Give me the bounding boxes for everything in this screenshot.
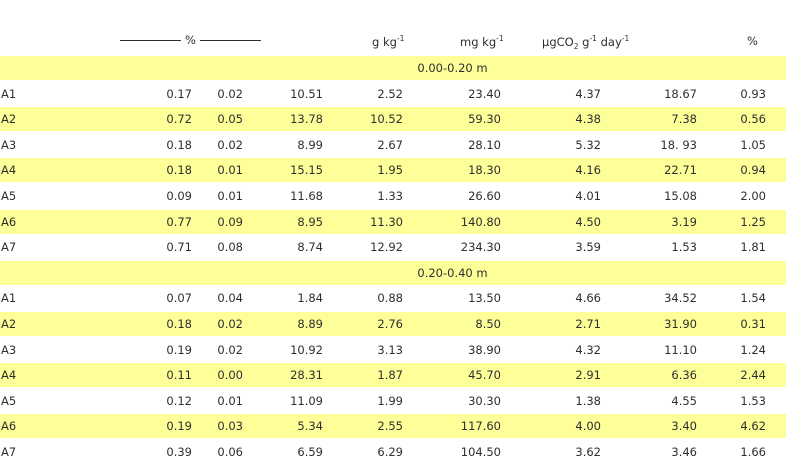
sample-id-cell: A5 <box>1 393 17 408</box>
value-cell: 4.50 <box>575 214 601 229</box>
units-header-row <box>0 30 786 52</box>
value-cell: 1.87 <box>377 368 403 383</box>
value-cell: 1.81 <box>740 240 766 255</box>
value-cell: 140.80 <box>460 214 501 229</box>
value-cell: 0.07 <box>166 291 192 306</box>
table-row <box>0 82 786 106</box>
value-cell: 15.08 <box>664 189 697 203</box>
table-row <box>0 210 786 234</box>
value-cell: 4.00 <box>575 419 601 434</box>
value-cell: 0.31 <box>740 317 766 331</box>
value-cell: 0.39 <box>166 445 192 459</box>
value-cell: 234.30 <box>460 240 501 255</box>
value-cell: 0.02 <box>217 86 243 101</box>
table-row <box>0 389 786 413</box>
value-cell: 4.32 <box>575 342 601 357</box>
value-cell: 2.91 <box>575 368 601 383</box>
percent-group-line-right <box>200 40 261 41</box>
table-row <box>0 363 786 387</box>
table-row <box>0 235 786 259</box>
value-cell: 6.36 <box>671 368 697 383</box>
value-cell: 1.25 <box>740 214 766 229</box>
value-cell: 13.78 <box>290 112 323 127</box>
value-cell: 8.74 <box>297 240 323 255</box>
value-cell: 0.00 <box>217 368 243 383</box>
unit-resp-exp2: -1 <box>621 34 630 43</box>
value-cell: 3.59 <box>575 240 601 255</box>
value-cell: 0.56 <box>740 112 766 127</box>
value-cell: 0.09 <box>217 214 243 229</box>
value-cell: 2.44 <box>740 368 766 383</box>
percent-group-header <box>120 33 261 47</box>
value-cell: 0.08 <box>217 240 243 255</box>
unit-g-per-kg <box>372 34 404 49</box>
value-cell: 0.02 <box>217 137 243 152</box>
value-cell: 0.01 <box>217 393 243 408</box>
value-cell: 0.04 <box>217 291 243 306</box>
value-cell: 2.76 <box>377 317 403 331</box>
sample-id-cell: A2 <box>1 112 17 127</box>
value-cell: 0.11 <box>166 368 192 383</box>
value-cell: 2.55 <box>377 419 403 434</box>
value-cell: 4.62 <box>740 419 766 434</box>
value-cell: 6.59 <box>297 445 323 459</box>
value-cell: 3.46 <box>671 445 697 459</box>
value-cell: 11.68 <box>290 189 323 203</box>
sample-id-cell: A3 <box>1 137 17 152</box>
value-cell: 2.71 <box>575 317 601 331</box>
value-cell: 28.31 <box>290 368 323 383</box>
value-cell: 0.88 <box>377 291 403 306</box>
value-cell: 1.95 <box>377 163 403 178</box>
sample-id-cell: A4 <box>1 163 17 178</box>
value-cell: 1.99 <box>377 393 403 408</box>
value-cell: 3.62 <box>575 445 601 459</box>
value-cell: 26.60 <box>468 189 501 203</box>
percent-group-line-left <box>120 40 181 41</box>
value-cell: 7.38 <box>671 112 697 127</box>
value-cell: 0.01 <box>217 163 243 178</box>
value-cell: 0.05 <box>217 112 243 127</box>
value-cell: 11.10 <box>664 342 697 357</box>
value-cell: 4.37 <box>575 86 601 101</box>
table-row <box>0 312 786 336</box>
value-cell: 10.92 <box>290 342 323 357</box>
unit-respiration <box>542 34 629 51</box>
value-cell: 0.02 <box>217 317 243 331</box>
value-cell: 1.24 <box>740 342 766 357</box>
table-row <box>0 440 786 464</box>
value-cell: 1.33 <box>377 189 403 203</box>
sample-id-cell: A6 <box>1 214 17 229</box>
value-cell: 30.30 <box>468 393 501 408</box>
unit-mg-per-kg-text: mg kg <box>460 34 497 49</box>
value-cell: 1.05 <box>740 137 766 152</box>
value-cell: 11.09 <box>290 393 323 408</box>
value-cell: 0.09 <box>166 189 192 203</box>
table-row <box>0 158 786 182</box>
value-cell: 4.01 <box>575 189 601 203</box>
value-cell: 104.50 <box>460 445 501 459</box>
value-cell: 1.54 <box>740 291 766 306</box>
unit-resp-day: day <box>596 34 622 49</box>
table-row <box>0 414 786 438</box>
value-cell: 0.94 <box>740 163 766 178</box>
value-cell: 8.89 <box>297 317 323 331</box>
value-cell: 18. 93 <box>660 137 697 152</box>
section-depth-label: 0.20-0.40 m <box>417 265 488 280</box>
value-cell: 0.18 <box>166 317 192 331</box>
unit-percent: % <box>747 34 758 48</box>
value-cell: 3.40 <box>671 419 697 434</box>
value-cell: 1.66 <box>740 445 766 459</box>
value-cell: 4.55 <box>671 393 697 408</box>
value-cell: 0.18 <box>166 163 192 178</box>
value-cell: 22.71 <box>664 163 697 178</box>
value-cell: 4.16 <box>575 163 601 178</box>
value-cell: 2.00 <box>740 189 766 203</box>
value-cell: 8.99 <box>297 137 323 152</box>
value-cell: 8.50 <box>475 317 501 331</box>
value-cell: 0.02 <box>217 342 243 357</box>
value-cell: 3.13 <box>377 342 403 357</box>
table-row <box>0 286 786 310</box>
value-cell: 8.95 <box>297 214 323 229</box>
value-cell: 0.06 <box>217 445 243 459</box>
value-cell: 0.77 <box>166 214 192 229</box>
sample-id-cell: A7 <box>1 445 17 459</box>
value-cell: 4.38 <box>575 112 601 127</box>
value-cell: 0.72 <box>166 112 192 127</box>
sample-id-cell: A3 <box>1 342 17 357</box>
value-cell: 1.84 <box>297 291 323 306</box>
section-depth-label: 0.00-0.20 m <box>417 61 488 75</box>
percent-group-label: % <box>185 33 196 47</box>
value-cell: 11.30 <box>370 214 403 229</box>
section-header-row <box>0 56 786 80</box>
value-cell: 0.18 <box>166 137 192 152</box>
value-cell: 1.38 <box>575 393 601 408</box>
table-row <box>0 107 786 131</box>
value-cell: 1.53 <box>740 393 766 408</box>
value-cell: 15.15 <box>290 163 323 178</box>
table-row <box>0 184 786 208</box>
value-cell: 0.19 <box>166 419 192 434</box>
sample-id-cell: A1 <box>1 86 17 101</box>
unit-mg-per-kg <box>460 34 504 49</box>
value-cell: 10.51 <box>290 86 323 101</box>
value-cell: 31.90 <box>664 317 697 331</box>
section-header-row <box>0 261 786 285</box>
value-cell: 2.67 <box>377 137 403 152</box>
value-cell: 18.30 <box>468 163 501 178</box>
value-cell: 0.12 <box>166 393 192 408</box>
value-cell: 34.52 <box>664 291 697 306</box>
value-cell: 5.34 <box>297 419 323 434</box>
value-cell: 1.53 <box>671 240 697 255</box>
sample-id-cell: A2 <box>1 317 17 331</box>
sample-id-cell: A1 <box>1 291 17 306</box>
value-cell: 0.93 <box>740 86 766 101</box>
unit-g-per-kg-text: g kg <box>372 34 397 49</box>
unit-resp-mid: g <box>578 34 590 49</box>
value-cell: 59.30 <box>468 112 501 127</box>
unit-mg-per-kg-exp: -1 <box>496 34 504 43</box>
value-cell: 6.29 <box>377 445 403 459</box>
value-cell: 0.01 <box>217 189 243 203</box>
sample-id-cell: A4 <box>1 368 17 383</box>
value-cell: 117.60 <box>460 419 501 434</box>
value-cell: 5.32 <box>575 137 601 152</box>
value-cell: 38.90 <box>468 342 501 357</box>
value-cell: 10.52 <box>370 112 403 127</box>
value-cell: 0.19 <box>166 342 192 357</box>
value-cell: 12.92 <box>370 240 403 255</box>
value-cell: 2.52 <box>377 86 403 101</box>
value-cell: 0.17 <box>166 86 192 101</box>
value-cell: 45.70 <box>468 368 501 383</box>
sample-id-cell: A5 <box>1 189 17 203</box>
unit-resp-exp1: -1 <box>589 34 597 43</box>
unit-resp-sub: 2 <box>573 42 579 52</box>
table-row <box>0 338 786 362</box>
value-cell: 4.66 <box>575 291 601 306</box>
sample-id-cell: A7 <box>1 240 17 255</box>
value-cell: 3.19 <box>671 214 697 229</box>
value-cell: 28.10 <box>468 137 501 152</box>
table-row <box>0 133 786 157</box>
value-cell: 13.50 <box>468 291 501 306</box>
value-cell: 23.40 <box>468 86 501 101</box>
value-cell: 18.67 <box>664 86 697 101</box>
value-cell: 0.03 <box>217 419 243 434</box>
unit-g-per-kg-exp: -1 <box>396 34 405 43</box>
unit-resp-prefix: µgCO <box>542 34 574 49</box>
sample-id-cell: A6 <box>1 419 17 434</box>
value-cell: 0.71 <box>166 240 192 255</box>
